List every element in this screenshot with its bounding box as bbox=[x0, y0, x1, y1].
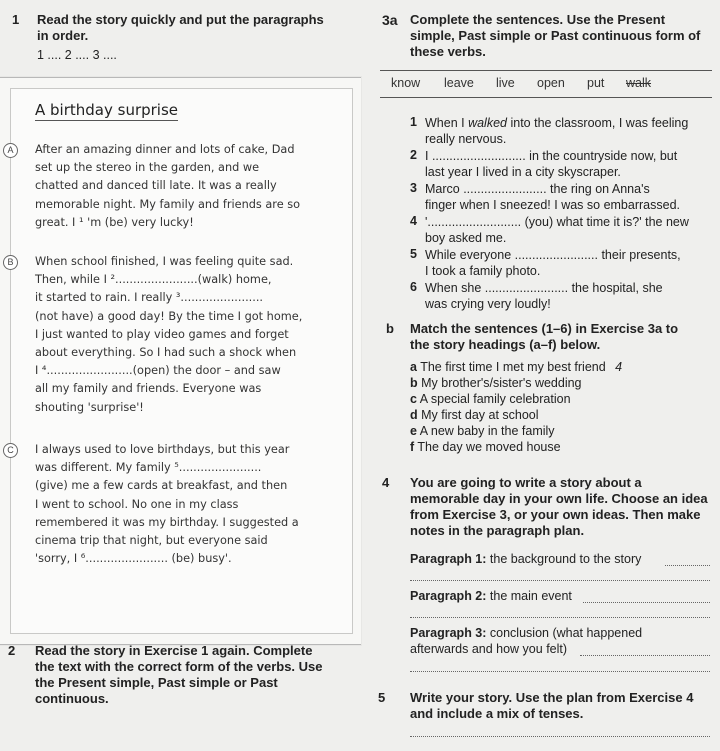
exercise-2-number: 2 bbox=[8, 643, 16, 658]
story-line: chatted and danced till late. It was a really bbox=[35, 179, 277, 193]
paragraph-3-line bbox=[410, 625, 710, 641]
story-line: set up the stereo in the garden, and we bbox=[35, 161, 260, 175]
paragraph-marker-b: B bbox=[3, 255, 18, 270]
story-line[interactable]: Then, while I ².......................(walk) home, bbox=[35, 273, 272, 287]
story-paragraph-b bbox=[35, 253, 335, 417]
story-line: After an amazing dinner and lots of cake, Dad bbox=[35, 143, 295, 156]
heading-text: The day we moved house bbox=[417, 440, 561, 454]
sentence-3[interactable] bbox=[425, 181, 715, 213]
sentence-number: 1 bbox=[410, 115, 417, 129]
example-answer: walked bbox=[468, 116, 507, 130]
heading-letter: b bbox=[410, 376, 418, 390]
story-line: (give) me a few cards at breakfast, and then bbox=[35, 479, 288, 493]
answer-line[interactable] bbox=[410, 671, 710, 672]
paragraph-1-prompt bbox=[410, 551, 641, 567]
heading-text: My first day at school bbox=[421, 408, 539, 422]
story-line[interactable]: 'sorry, I ⁶....................... (be) busy'. bbox=[35, 552, 232, 566]
paragraph-1-text: the background to the story bbox=[489, 552, 642, 566]
heading-letter: e bbox=[410, 424, 417, 438]
paragraph-2-label: Paragraph 2: bbox=[410, 589, 487, 603]
story-line[interactable]: was different. My family ⁵....................... bbox=[35, 461, 262, 475]
exercise-4-instruction: You are going to write a story about a memorable day in your own life. Choose an idea from Exercise 3, or your own ideas. Then make notes in the paragraph plan. bbox=[410, 475, 708, 538]
sentence-line[interactable]: While everyone ........................ their presents, bbox=[425, 248, 681, 262]
exercise-2-instruction: Read the story in Exercise 1 again. Complete the text with the correct form of the verbs. Use the Present simple, Past simple or Past continuous. bbox=[35, 643, 323, 706]
heading-letter: d bbox=[410, 408, 418, 422]
sentence-line: really nervous. bbox=[425, 132, 507, 146]
story-line: cinema trip that night, but everyone said bbox=[35, 534, 268, 548]
story-line: (not have) a good day! By the time I got home, bbox=[35, 309, 303, 323]
verb-live: live bbox=[496, 76, 515, 90]
exercise-5-number: 5 bbox=[378, 690, 386, 705]
story-paragraph-a bbox=[35, 141, 335, 232]
heading-item bbox=[410, 359, 710, 375]
heading-text: My brother's/sister's wedding bbox=[421, 376, 582, 390]
exercise-3b-number: b bbox=[386, 321, 394, 336]
verb-box bbox=[380, 70, 712, 98]
story-line: remembered it was my birthday. I suggested a bbox=[35, 515, 299, 529]
sentence-line: was crying very loudly! bbox=[425, 297, 551, 311]
sentence-2[interactable] bbox=[425, 148, 715, 180]
sentence-number: 4 bbox=[410, 214, 417, 228]
story-line[interactable]: it started to rain. I really ³....................... bbox=[35, 291, 264, 305]
heading-letter: c bbox=[410, 392, 417, 406]
story-title: A birthday surprise bbox=[35, 101, 179, 119]
heading-text: A new baby in the family bbox=[419, 424, 555, 438]
sentence-4[interactable] bbox=[425, 214, 715, 246]
verb-open: open bbox=[537, 76, 565, 90]
exercise-3a-number: 3a bbox=[382, 12, 398, 28]
exercise-3a-instruction: Complete the sentences. Use the Present simple, Past simple or Past continuous form of these verbs. bbox=[410, 12, 701, 59]
exercise-1-instruction: Read the story quickly and put the paragraphs in order. bbox=[37, 12, 324, 43]
heading-text: The first time I met my best friend bbox=[420, 360, 606, 374]
sentence-1 bbox=[425, 115, 715, 147]
answer-line[interactable] bbox=[665, 565, 710, 566]
verb-know: know bbox=[391, 76, 421, 90]
heading-answer[interactable]: 4 bbox=[615, 360, 623, 374]
paragraph-2-prompt bbox=[410, 588, 572, 604]
story-line[interactable]: I ⁴........................(open) the door – and saw bbox=[35, 364, 281, 378]
sentence-5[interactable] bbox=[425, 247, 715, 279]
story-line: memorable night. My family and friends are so bbox=[35, 197, 301, 211]
sentence-line: finger when I sneezed! I was so embarrassed. bbox=[425, 198, 680, 212]
sentence-line: last year I lived in a city skyscraper. bbox=[425, 165, 621, 179]
paragraph-order-blanks[interactable]: 1 .... 2 .... 3 .... bbox=[37, 48, 117, 62]
answer-line[interactable] bbox=[410, 580, 710, 581]
sentence-number: 2 bbox=[410, 148, 417, 162]
sentence-line[interactable]: I ........................... in the countryside now, but bbox=[425, 149, 678, 163]
paragraph-2-text: the main event bbox=[489, 589, 572, 603]
heading-item bbox=[410, 391, 710, 407]
paragraph-1-label: Paragraph 1: bbox=[410, 552, 487, 566]
verb-leave: leave bbox=[444, 76, 474, 90]
paragraph-3-label: Paragraph 3: bbox=[410, 626, 487, 640]
sentence-line: boy asked me. bbox=[425, 231, 507, 245]
heading-letter: f bbox=[410, 440, 415, 454]
paragraph-marker-a: A bbox=[3, 143, 18, 158]
heading-item bbox=[410, 375, 710, 391]
sentence-line[interactable]: Marco ........................ the ring on Anna's bbox=[425, 182, 650, 196]
headings-list bbox=[410, 359, 710, 455]
story-line: I went to school. No one in my class bbox=[35, 497, 239, 511]
verb-walk: walk bbox=[626, 76, 652, 90]
sentence-number: 6 bbox=[410, 280, 417, 294]
story-line: I just wanted to play video games and forget bbox=[35, 327, 289, 341]
heading-letter: a bbox=[410, 360, 417, 374]
sentence-6[interactable] bbox=[425, 280, 715, 312]
sentence-line: When I walked into the classroom, I was feeling bbox=[425, 116, 689, 130]
sentence-line: I took a family photo. bbox=[425, 264, 541, 278]
heading-text: A special family celebration bbox=[419, 392, 571, 406]
heading-item bbox=[410, 407, 710, 423]
story-paragraph-c bbox=[35, 441, 335, 568]
paragraph-marker-c: C bbox=[3, 443, 18, 458]
writing-line[interactable] bbox=[410, 736, 710, 737]
heading-item bbox=[410, 439, 710, 455]
exercise-4-number: 4 bbox=[382, 475, 390, 490]
story-line: about everything. So I had such a shock when bbox=[35, 346, 297, 360]
story-line: shouting 'surprise'! bbox=[35, 400, 144, 414]
sentence-line[interactable]: When she ........................ the hospital, she bbox=[425, 281, 663, 295]
story-line: all my family and friends. Everyone was bbox=[35, 382, 262, 396]
exercise-5-instruction: Write your story. Use the plan from Exercise 4 and include a mix of tenses. bbox=[410, 690, 694, 721]
exercise-3b-instruction: Match the sentences (1–6) in Exercise 3a to the story headings (a–f) below. bbox=[410, 321, 679, 352]
answer-line[interactable] bbox=[410, 617, 710, 618]
story-line: great. I ¹ 'm (be) very lucky! bbox=[35, 215, 194, 229]
paragraph-3-line: afterwards and how you felt) bbox=[410, 642, 568, 656]
story-line: I always used to love birthdays, but this year bbox=[35, 443, 290, 456]
heading-item bbox=[410, 423, 710, 439]
sentence-number: 5 bbox=[410, 247, 417, 261]
answer-line[interactable] bbox=[580, 655, 710, 656]
exercise-1-number: 1 bbox=[12, 12, 20, 27]
sentence-line[interactable]: '........................... (you) what time it is?' the new bbox=[425, 215, 689, 229]
answer-line[interactable] bbox=[583, 602, 710, 603]
sentence-number: 3 bbox=[410, 181, 417, 195]
verb-put: put bbox=[587, 76, 605, 90]
paragraph-3-text: conclusion (what happened bbox=[489, 626, 643, 640]
story-line: When school finished, I was feeling quite sad. bbox=[35, 255, 294, 268]
paragraph-3-prompt bbox=[410, 625, 710, 657]
